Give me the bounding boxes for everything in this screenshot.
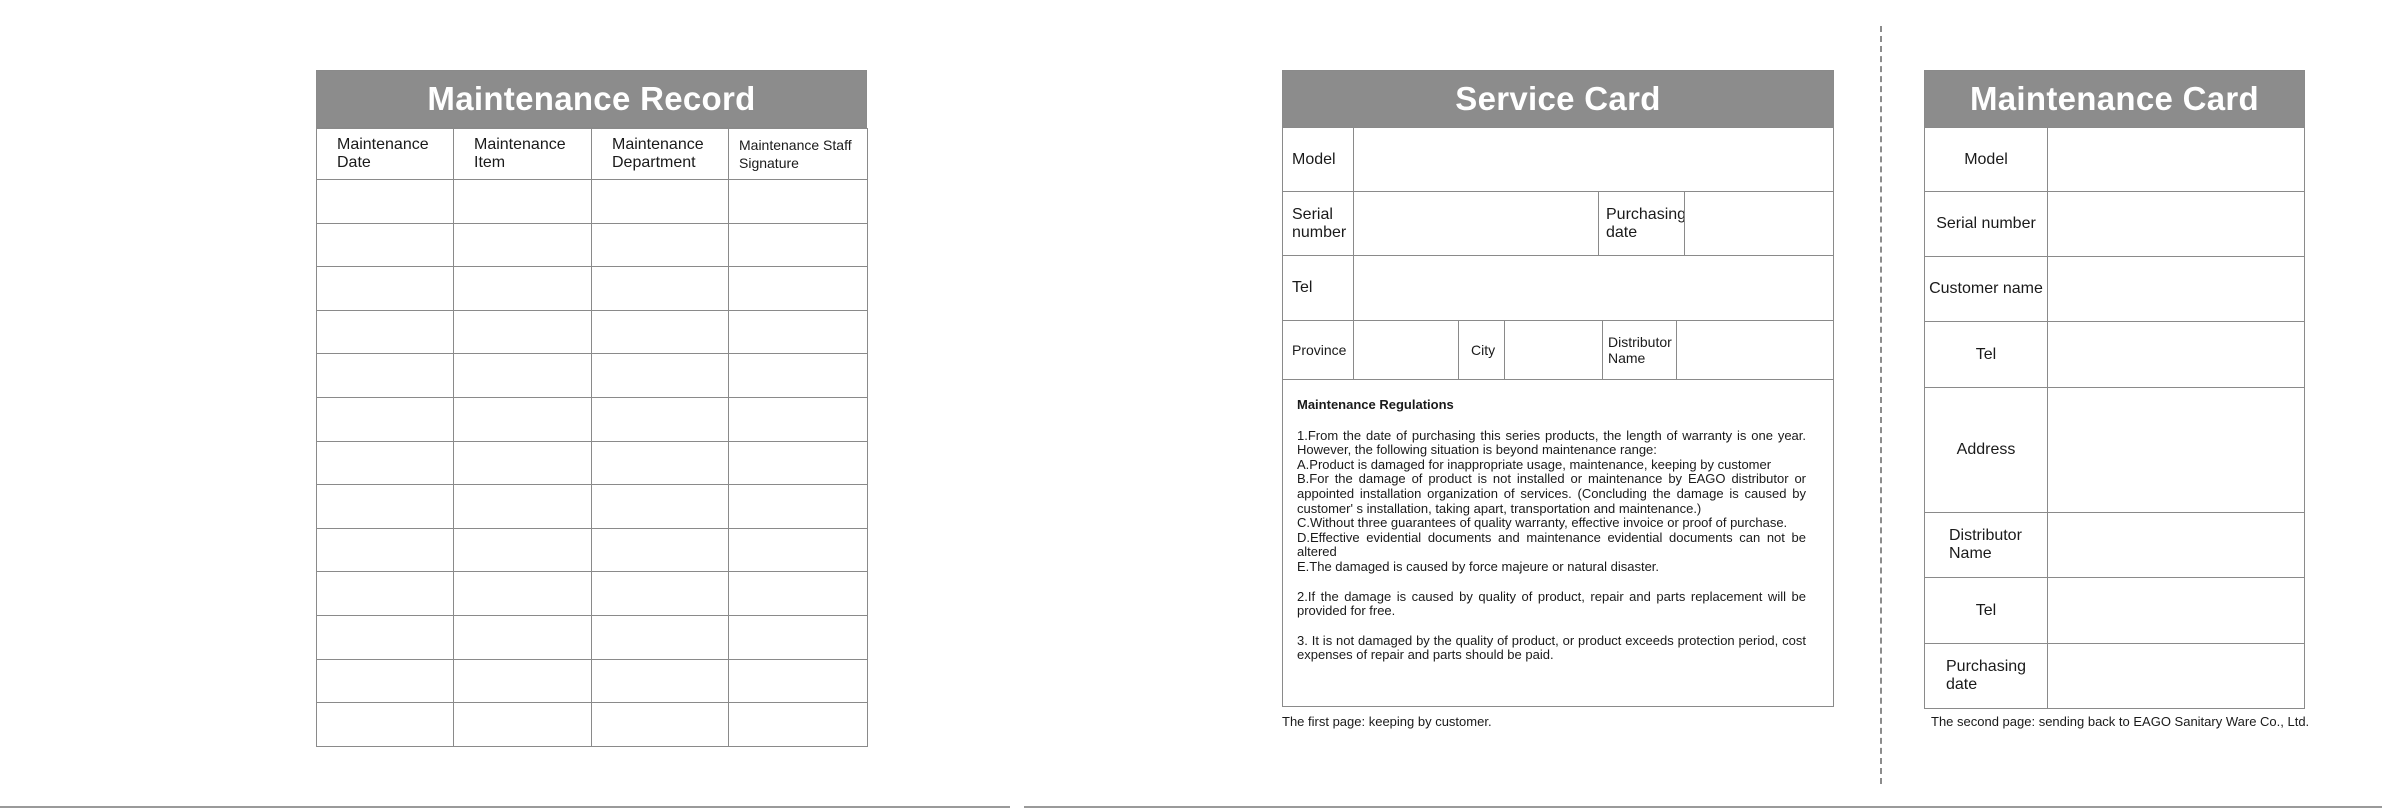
service-card-footer: The first page: keeping by customer.	[1282, 714, 1492, 729]
mc-customer-field[interactable]	[2047, 257, 2304, 321]
mc-tel2-label: Tel	[1975, 601, 1997, 619]
table-row	[317, 267, 868, 311]
column-header-signature: Maintenance Staff Signature	[729, 129, 868, 180]
mc-address-field[interactable]	[2047, 388, 2304, 512]
location-row	[1283, 321, 1833, 380]
maintenance-record-form	[316, 70, 867, 747]
serial-row	[1283, 192, 1833, 256]
record-cell[interactable]	[317, 485, 454, 529]
province-label: Province	[1292, 342, 1347, 358]
record-cell[interactable]	[317, 703, 454, 747]
mc-serial-label: Serial number	[1936, 215, 2036, 232]
table-row	[317, 528, 868, 572]
service-card-title: Service Card	[1282, 70, 1834, 128]
record-cell[interactable]	[592, 310, 729, 354]
table-row	[317, 659, 868, 703]
record-cell[interactable]	[317, 615, 454, 659]
table-row	[317, 572, 868, 616]
record-cell[interactable]	[454, 615, 592, 659]
table-row	[317, 354, 868, 398]
record-cell[interactable]	[454, 223, 592, 267]
mc-distributor-field[interactable]	[2047, 513, 2304, 577]
table-header-row	[317, 129, 868, 180]
maintenance-record-title: Maintenance Record	[316, 70, 867, 128]
cut-line-divider	[1880, 26, 1882, 784]
mc-customer-label: Customer name	[1929, 280, 2043, 297]
record-cell[interactable]	[454, 441, 592, 485]
distributor-name-label: Distributor Name	[1602, 321, 1676, 379]
serial-number-field[interactable]	[1353, 192, 1598, 255]
record-cell[interactable]	[729, 223, 868, 267]
record-cell[interactable]	[592, 180, 729, 224]
regulation-1: 1.From the date of purchasing this series products, the length of warranty is one year. However, the following situation is beyond maintenance range:	[1297, 427, 1806, 458]
service-card-form	[1282, 70, 1834, 707]
record-cell[interactable]	[317, 267, 454, 311]
maintenance-regulations	[1283, 380, 1833, 706]
maintenance-card-title: Maintenance Card	[1924, 70, 2305, 128]
mc-tel2-field[interactable]	[2047, 578, 2304, 643]
regulation-1c: C.Without three guarantees of quality warranty, effective invoice or proof of purchase.	[1297, 515, 1788, 531]
record-cell[interactable]	[729, 180, 868, 224]
mc-serial-row	[1925, 192, 2304, 257]
mc-address-label: Address	[1956, 441, 2016, 458]
table-row	[317, 703, 868, 747]
province-field[interactable]	[1353, 321, 1458, 379]
page-bottom-rule	[0, 806, 2382, 808]
tel-label: Tel	[1292, 279, 1313, 296]
maintenance-card-footer: The second page: sending back to EAGO Sanitary Ware Co., Ltd.	[1931, 714, 2310, 729]
mc-tel2-row	[1925, 578, 2304, 644]
maintenance-record-table	[316, 128, 868, 747]
record-cell[interactable]	[729, 528, 868, 572]
model-row	[1283, 128, 1833, 192]
record-cell[interactable]	[592, 615, 729, 659]
regulation-1a: A.Product is damaged for inappropriate usage, maintenance, keeping by customer	[1297, 456, 1772, 472]
record-cell[interactable]	[592, 354, 729, 398]
record-cell[interactable]	[592, 485, 729, 529]
model-label: Model	[1292, 150, 1336, 168]
record-cell[interactable]	[454, 180, 592, 224]
city-label: City	[1458, 321, 1504, 379]
record-cell[interactable]	[317, 354, 454, 398]
mc-model-row	[1925, 128, 2304, 192]
mc-tel-field[interactable]	[2047, 322, 2304, 387]
record-cell[interactable]	[317, 180, 454, 224]
record-cell[interactable]	[729, 310, 868, 354]
maintenance-card-form	[1924, 70, 2305, 709]
purchasing-date-label: Purchasing date	[1598, 192, 1684, 255]
mc-tel-row	[1925, 322, 2304, 388]
record-cell[interactable]	[729, 615, 868, 659]
record-cell[interactable]	[592, 441, 729, 485]
regulations-title: Maintenance Regulations	[1297, 397, 1454, 412]
record-cell[interactable]	[592, 223, 729, 267]
record-cell[interactable]	[317, 397, 454, 441]
record-cell[interactable]	[454, 310, 592, 354]
record-cell[interactable]	[592, 659, 729, 703]
mc-model-label: Model	[1964, 150, 2008, 168]
record-cell[interactable]	[317, 441, 454, 485]
table-row	[317, 615, 868, 659]
model-field[interactable]	[1353, 128, 1833, 191]
record-cell[interactable]	[729, 267, 868, 311]
record-cell[interactable]	[317, 572, 454, 616]
column-header-date: Maintenance Date	[317, 129, 454, 180]
table-row	[317, 180, 868, 224]
mc-address-row	[1925, 388, 2304, 513]
record-cell[interactable]	[592, 528, 729, 572]
mc-purchasing-label: Purchasing date	[1946, 658, 2027, 693]
record-cell[interactable]	[729, 354, 868, 398]
record-cell[interactable]	[592, 703, 729, 747]
table-row	[317, 485, 868, 529]
mc-distributor-row	[1925, 513, 2304, 578]
record-cell[interactable]	[317, 310, 454, 354]
mc-customer-row	[1925, 257, 2304, 322]
record-cell[interactable]	[729, 572, 868, 616]
serial-number-label: Serial number	[1292, 205, 1347, 241]
record-cell[interactable]	[729, 397, 868, 441]
record-cell[interactable]	[454, 485, 592, 529]
column-header-item: Maintenance Item	[454, 129, 592, 180]
table-row	[317, 223, 868, 267]
record-cell[interactable]	[317, 528, 454, 572]
mc-distributor-label: Distributor Name	[1949, 527, 2022, 562]
regulation-3: 3. It is not damaged by the quality of product, or product exceeds protection period, cost expenses of repair and parts should be paid.	[1297, 632, 1806, 663]
record-cell[interactable]	[592, 397, 729, 441]
record-cell[interactable]	[454, 659, 592, 703]
tel-row	[1283, 256, 1833, 321]
record-cell[interactable]	[317, 659, 454, 703]
record-cell[interactable]	[729, 703, 868, 747]
record-cell[interactable]	[454, 572, 592, 616]
record-cell[interactable]	[317, 223, 454, 267]
table-row	[317, 441, 868, 485]
mc-purchasing-field[interactable]	[2047, 644, 2304, 708]
record-cell[interactable]	[592, 572, 729, 616]
record-cell[interactable]	[454, 528, 592, 572]
column-header-department: Maintenance Department	[592, 129, 729, 180]
table-row	[317, 310, 868, 354]
record-cell[interactable]	[729, 485, 868, 529]
record-cell[interactable]	[454, 703, 592, 747]
regulation-1d: D.Effective evidential documents and maintenance evidential documents can not be altered	[1297, 529, 1806, 560]
record-cell[interactable]	[454, 267, 592, 311]
record-cell[interactable]	[454, 354, 592, 398]
purchasing-date-field[interactable]	[1684, 192, 1833, 255]
table-row	[317, 397, 868, 441]
record-cell[interactable]	[592, 267, 729, 311]
distributor-name-field[interactable]	[1676, 321, 1833, 379]
regulation-1b: B.For the damage of product is not installed or maintenance by EAGO distributor or appointed installation organization of services. (Concluding the damage is caused by customer' s installation, taking apart, transportation and maintenance.)	[1297, 471, 1806, 516]
mc-serial-field[interactable]	[2047, 192, 2304, 256]
record-cell[interactable]	[729, 441, 868, 485]
regulation-2: 2.If the damage is caused by quality of product, repair and parts replacement will be provided for free.	[1297, 588, 1806, 619]
record-cell[interactable]	[454, 397, 592, 441]
tel-field[interactable]	[1353, 256, 1833, 320]
mc-model-field[interactable]	[2047, 128, 2304, 191]
mc-tel-label: Tel	[1975, 345, 1997, 363]
record-cell[interactable]	[729, 659, 868, 703]
regulation-1e: E.The damaged is caused by force majeure or natural disaster.	[1297, 558, 1660, 574]
mc-purchasing-row	[1925, 644, 2304, 708]
city-field[interactable]	[1504, 321, 1602, 379]
